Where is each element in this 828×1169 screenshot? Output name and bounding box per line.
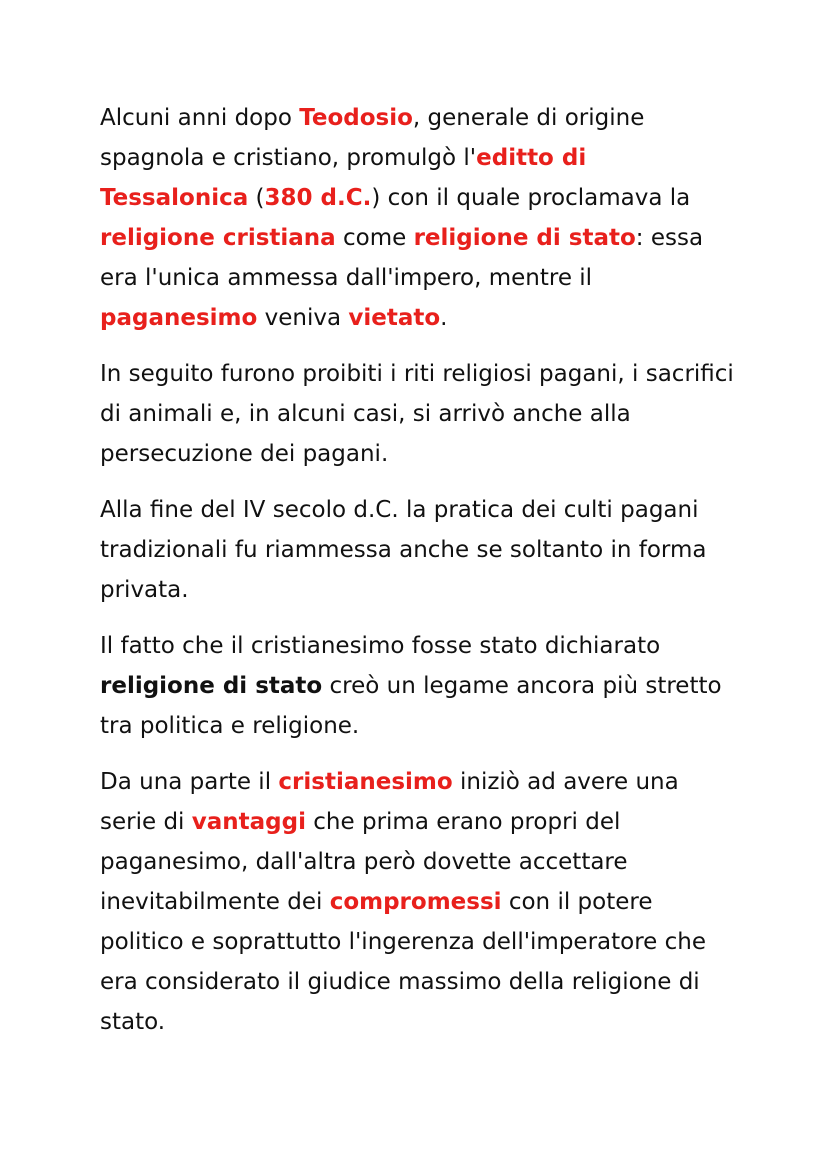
highlighted-term: editto di Tessalonica [100,145,587,211]
text-run: : essa era l'unica ammessa dall'impero, mentre il [100,225,704,291]
highlighted-term: religione cristiana [100,225,336,251]
paragraph-editto-di-tessalonica [100,98,740,338]
text-run: iniziò ad avere una serie di [100,769,679,835]
text-run: Il fatto che il cristianesimo fosse stato dichiarato [100,633,661,659]
text-run: veniva [257,305,349,331]
text-run: . [440,305,448,331]
highlighted-term: religione di stato [413,225,636,251]
paragraph-vantaggi-compromessi [100,762,740,1042]
paragraph-persecuzione [100,354,740,474]
text-run: Da una parte il [100,769,279,795]
highlighted-term: compromessi [329,889,502,915]
text-run: come [335,225,414,251]
text-run: che prima erano propri del paganesimo, dall'altra però dovette accettare inevitabilmente dei [100,809,628,915]
text-run: ( [248,185,265,211]
text-run: ) con il quale proclamava la [371,185,691,211]
text-run: creò un legame ancora più stretto tra politica e religione. [100,673,722,739]
text-run: , generale di origine spagnola e cristiano, promulgò l' [100,105,645,171]
document-page [100,98,740,1058]
highlighted-term: vantaggi [191,809,306,835]
paragraph-culti-pagani [100,490,740,610]
text-run: In seguito furono proibiti i riti religiosi pagani, i sacrifici di animali e, in alcuni casi, si arrivò anche alla persecuzione dei pagani. [100,361,734,467]
highlighted-term: Teodosio [299,105,413,131]
highlighted-term: 380 d.C. [264,185,372,211]
text-run: Alla fine del IV secolo d.C. la pratica dei culti pagani tradizionali fu riammessa anche se soltanto in forma privata. [100,497,707,603]
text-run: Alcuni anni dopo [100,105,300,131]
highlighted-term: cristianesimo [278,769,453,795]
bold-term: religione di stato [100,673,323,699]
paragraph-religione-di-stato [100,626,740,746]
highlighted-term: paganesimo [100,305,258,331]
text-run: con il potere politico e soprattutto l'ingerenza dell'imperatore che era considerato il giudice massimo della religione di stato. [100,889,706,1035]
highlighted-term: vietato [348,305,441,331]
